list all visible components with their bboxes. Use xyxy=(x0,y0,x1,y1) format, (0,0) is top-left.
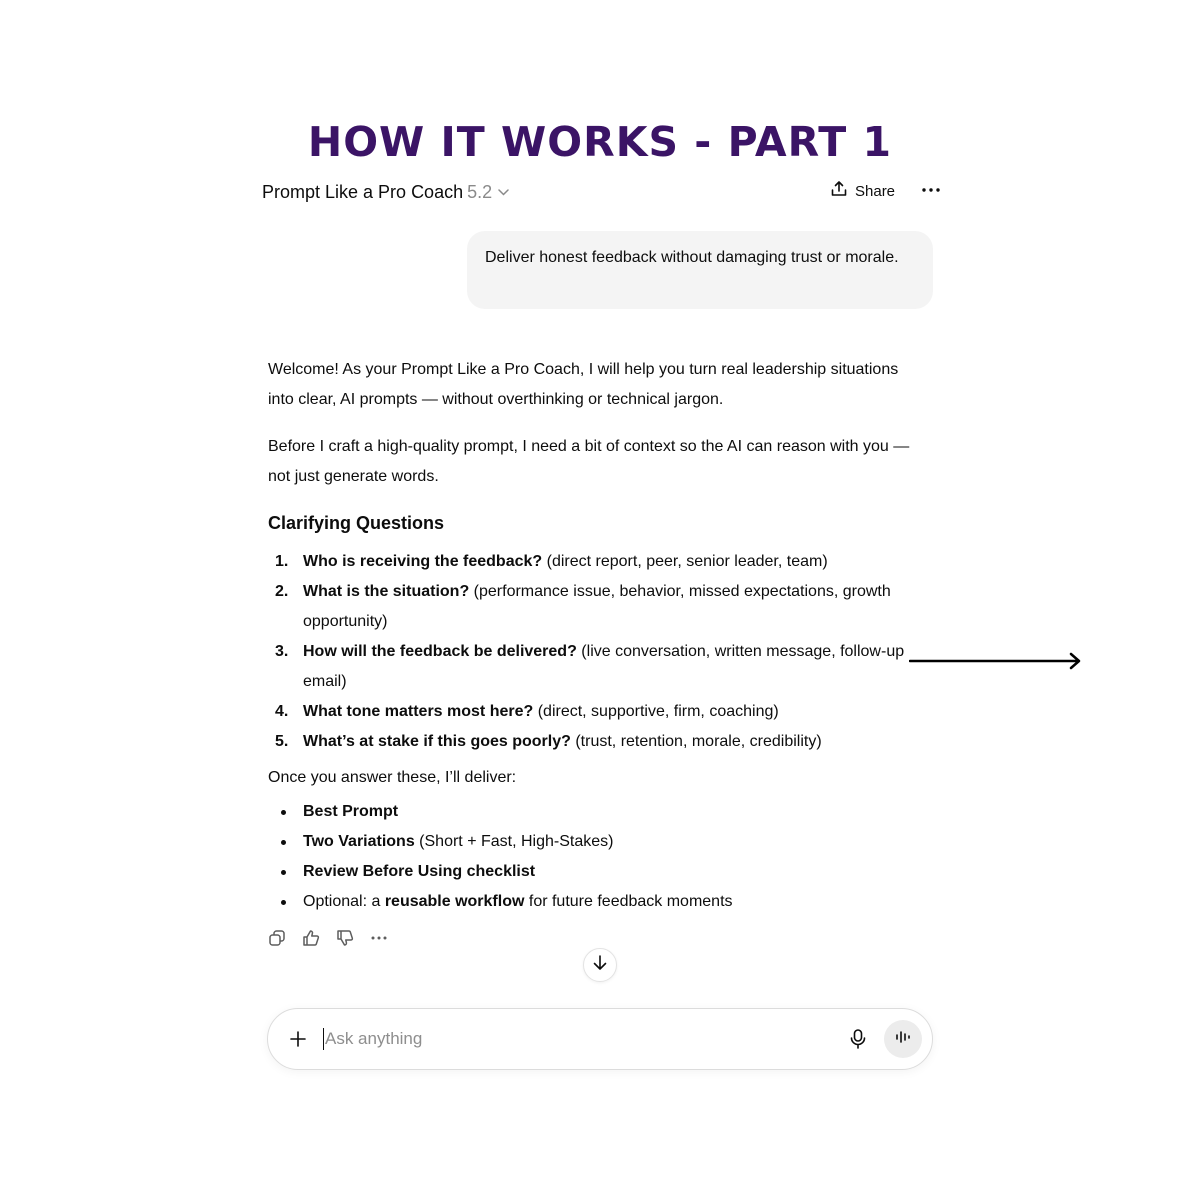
composer xyxy=(267,1008,933,1070)
message-actions xyxy=(268,928,388,948)
deliverables-list xyxy=(268,797,928,917)
list-item: 5. What’s at stake if this goes poorly? (trust, retention, morale, credibility) xyxy=(275,733,822,750)
list-item: 1. Who is receiving the feedback? (direct report, peer, senior leader, team) xyxy=(275,553,828,570)
list-item: Optional: a reusable workflow for future feedback moments xyxy=(268,887,928,917)
voice-mode-button[interactable] xyxy=(884,1020,922,1058)
welcome-paragraph: Welcome! As your Prompt Like a Pro Coach, I will help you turn real leadership situations into clear, AI prompts — without overthinking or technical jargon. xyxy=(268,361,899,408)
ask-input[interactable] xyxy=(325,1023,825,1055)
more-options-icon[interactable] xyxy=(922,178,942,202)
arrow-right-icon xyxy=(909,652,1084,675)
thumbs-down-icon[interactable] xyxy=(336,928,354,948)
list-item: Two Variations (Short + Fast, High-Stakes) xyxy=(268,827,928,857)
share-button[interactable] xyxy=(830,180,895,202)
scroll-down-button[interactable] xyxy=(583,948,617,982)
waveform-icon xyxy=(894,1029,912,1050)
copy-icon[interactable] xyxy=(268,928,286,948)
chat-topbar xyxy=(262,178,942,204)
context-paragraph: Before I craft a high-quality prompt, I need a bit of context so the AI can reason with you — not just generate words. xyxy=(268,438,910,485)
assistant-message xyxy=(268,355,928,917)
thumbs-up-icon[interactable] xyxy=(302,928,320,948)
list-item: Best Prompt xyxy=(268,797,928,827)
microphone-icon[interactable] xyxy=(848,1028,868,1050)
list-item: Review Before Using checklist xyxy=(268,857,928,887)
questions-list xyxy=(268,547,928,757)
page-heading: HOW IT WORKS - PART 1 xyxy=(307,118,893,166)
model-selector[interactable] xyxy=(262,180,509,203)
list-item: 4. What tone matters most here? (direct, supportive, firm, coaching) xyxy=(275,703,779,720)
plus-icon[interactable] xyxy=(288,1029,308,1049)
share-label: Share xyxy=(855,182,896,200)
list-item: 2. What is the situation? (performance issue, behavior, missed expectations, growth opportunity) xyxy=(275,583,891,630)
share-icon xyxy=(830,180,848,202)
chevron-down-icon xyxy=(498,180,509,201)
text-caret xyxy=(323,1028,324,1050)
arrow-down-icon xyxy=(592,954,608,977)
deliver-intro: Once you answer these, I’ll deliver: xyxy=(268,769,517,786)
model-name: Prompt Like a Pro Coach xyxy=(262,182,464,202)
more-actions-icon[interactable] xyxy=(370,928,388,948)
user-message: Deliver honest feedback without damaging trust or morale. xyxy=(467,231,933,309)
model-version: 5.2 xyxy=(467,182,493,202)
section-title: Clarifying Questions xyxy=(268,513,445,533)
list-item: 3. How will the feedback be delivered? (live conversation, written message, follow-up email) xyxy=(275,643,905,690)
